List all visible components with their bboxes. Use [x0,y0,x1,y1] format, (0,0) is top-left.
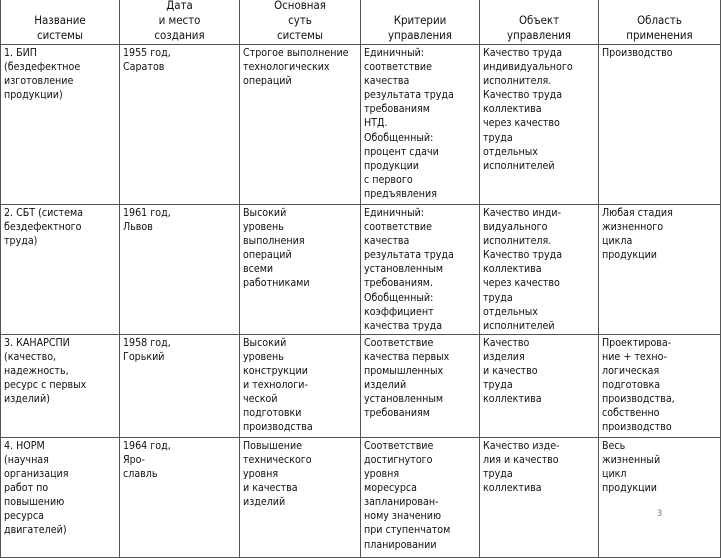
cell-system-name: 2. СБТ (система бездефектного труда) [1,205,120,335]
cell-criteria: Соответствие достигнутого уровня моресурса запланирован- ному значению при ступенчатом планировании [361,437,480,557]
header-criteria: Критерии управления [361,0,480,45]
cell-system-name: 3. КАНАРСПИ (качество, надежность, ресурс с первых изделий) [1,334,120,437]
cell-scope: Весь жизненный цикл продукции [599,437,721,557]
cell-date-place: 1961 год, Львов [120,205,240,335]
cell-system-name: 1. БИП (бездефектное изготовление продукции) [1,45,120,205]
table-body [1,45,721,558]
cell-essence: Строгое выполнение технологических операций [240,45,361,205]
cell-object: Качество изделия и качество труда коллектива [480,334,599,437]
cell-criteria: Единичный: соответствие качества результата труда установленным требованиям. Обобщенный: коэффициент качества труда [361,205,480,335]
table-row [1,334,721,437]
header-date-place: Дата и место создания [120,0,240,45]
cell-system-name: 4. НОРМ (научная организация работ по повышению ресурса двигателей) [1,437,120,557]
header-object: Объект управления [480,0,599,45]
cell-scope: Любая стадия жизненного цикла продукции [599,205,721,335]
cell-essence: Высокий уровень выполнения операций всеми работниками [240,205,361,335]
cell-object: Качество изде- лия и качество труда коллектива [480,437,599,557]
cell-scope: Проектирова- ние + техно- логическая подготовка производства, собственно производство [599,334,721,437]
cell-date-place: 1955 год, Саратов [120,45,240,205]
table-row [1,205,721,335]
header-essence: Основная суть системы [240,0,361,45]
table-row [1,437,721,557]
table-row [1,45,721,205]
cell-criteria: Соответствие качества первых промышленных изделий установленным требованиям [361,334,480,437]
cell-date-place: 1958 год, Горький [120,334,240,437]
cell-criteria: Единичный: соответствие качества результата труда требованиям НТД. Обобщенный: процент сдачи продукции с первого предъявления [361,45,480,205]
cell-essence: Повышение технического уровня и качества изделий [240,437,361,557]
cell-date-place: 1964 год, Яро- славль [120,437,240,557]
cell-object: Качество труда индивидуального исполнителя. Качество труда коллектива через качество труда отдельных исполнителей [480,45,599,205]
header-scope: Область применения [599,0,721,45]
header-row [1,0,721,45]
cell-object: Качество инди- видуального исполнителя. Качество труда коллектива через качество труда отдельных исполнителей [480,205,599,335]
header-system-name: Название системы [1,0,120,45]
page-number: 3 [657,509,663,519]
cell-essence: Высокий уровень конструкции и технологи- ческой подготовки производства [240,334,361,437]
cell-scope: Производство [599,45,721,205]
table-header [1,0,721,45]
